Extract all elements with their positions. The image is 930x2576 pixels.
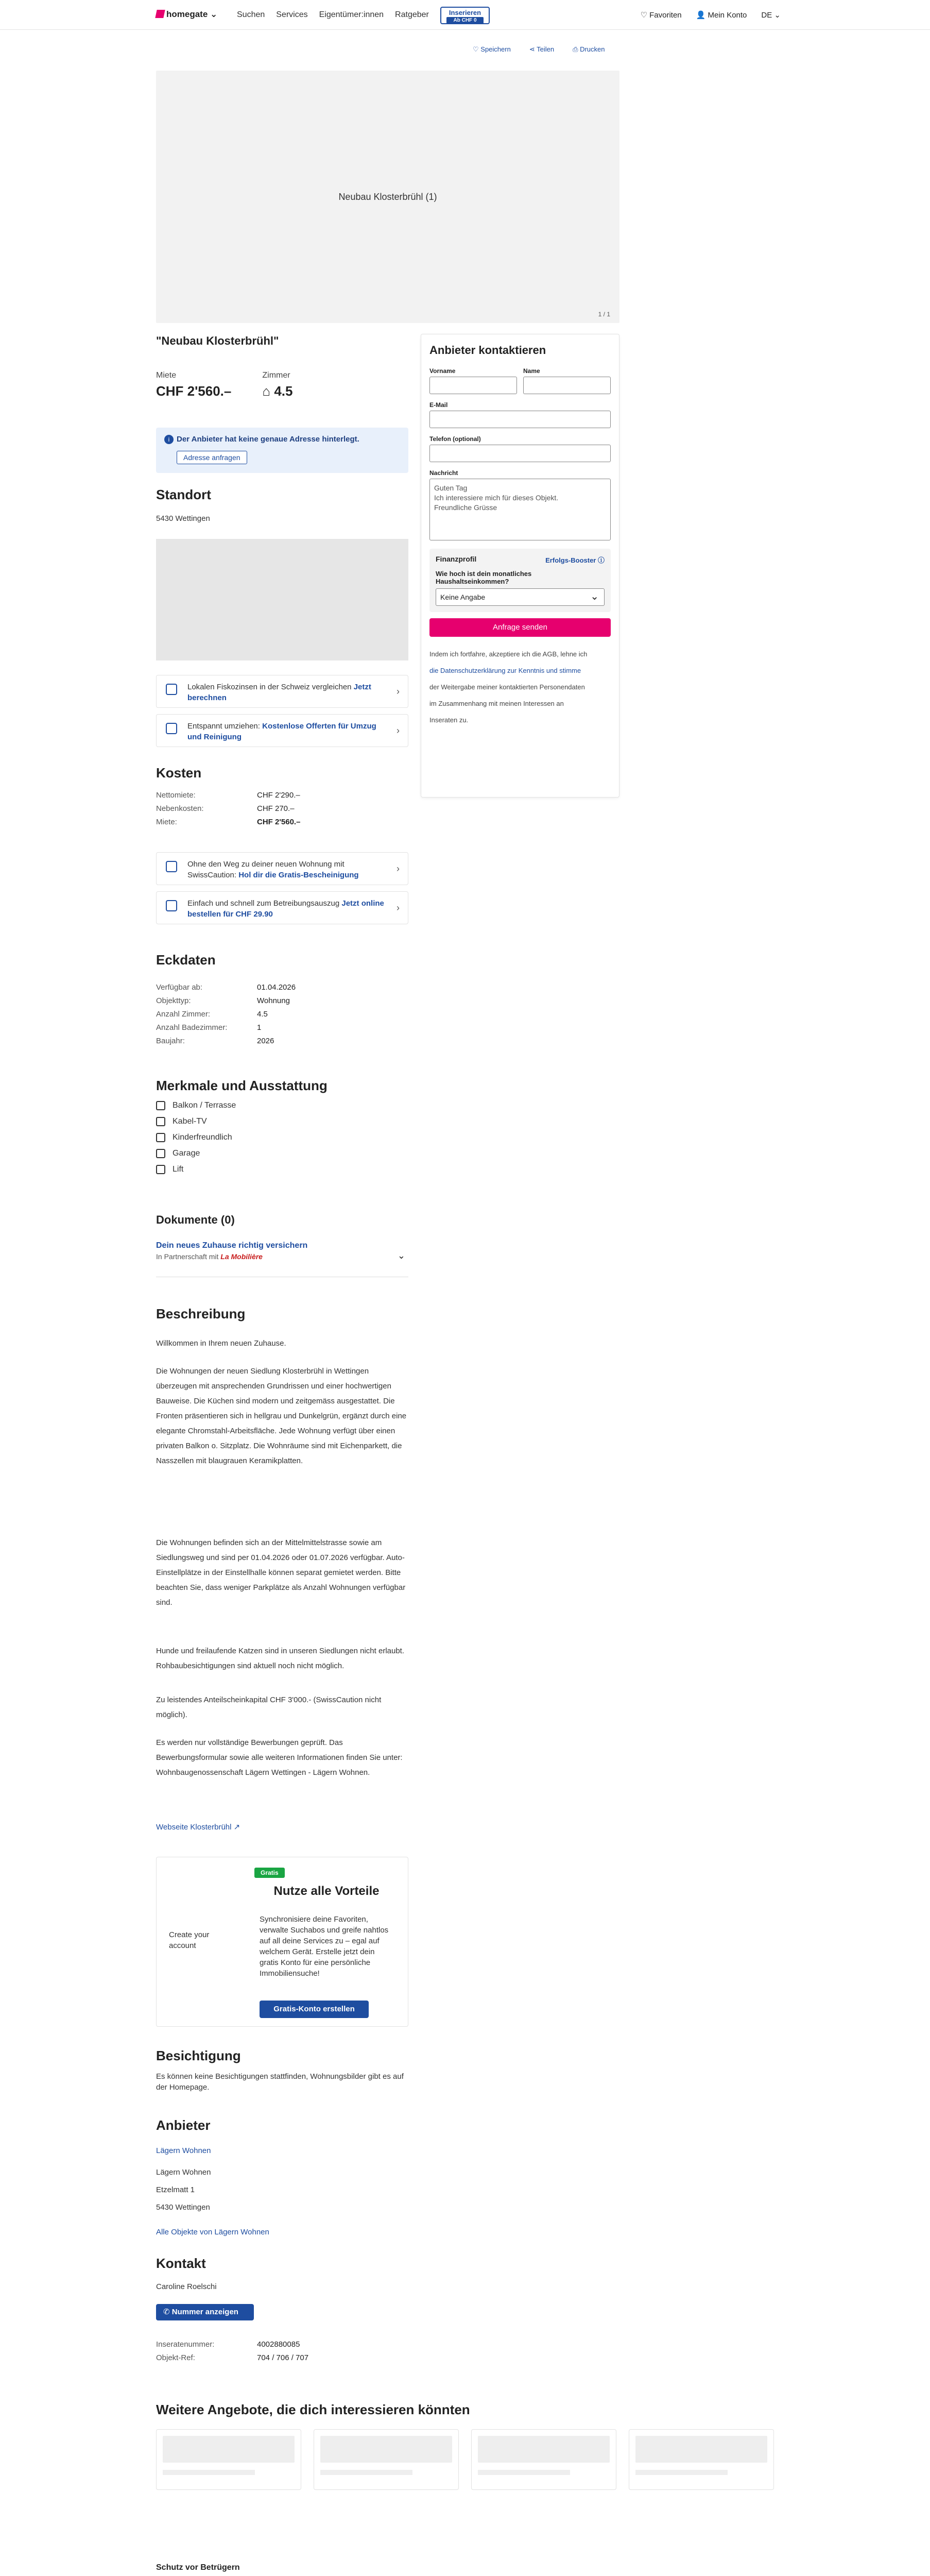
phone-input[interactable] (429, 445, 611, 462)
address-notice-text: Der Anbieter hat keine genaue Adresse hinterlegt. (177, 435, 359, 444)
chevron-right-icon: › (397, 863, 400, 874)
description-p3: Die Wohnungen befinden sich an der Mittelmittelstrasse sowie am Siedlungsweg und sind per 01.04.2026 oder 01.07.2026 verfügbar. Auto-Einstellplätze in der Einstellhalle können separat gemietet werden. Bitte beachten Sie, dass weniger Parkplätze als Anzahl Wohnungen verfügbar sind. (156, 1538, 406, 1607)
offer-card[interactable] (314, 2429, 459, 2490)
provider-address: Lägern Wohnen Etzelmatt 1 5430 Wettingen (156, 2168, 211, 2212)
rent-value: CHF 2'560.– (156, 383, 232, 399)
more-offers-heading: Weitere Angebote, die dich interessieren könnten (156, 2402, 470, 2417)
location-map[interactable] (156, 539, 408, 660)
tv-icon (156, 1117, 165, 1126)
send-request-button[interactable]: Anfrage senden (429, 618, 611, 637)
promo-desc: Synchronisiere deine Favoriten, verwalte Suchabos und greife nahtlos auf all deine Services zu – egal auf welchem Gerät. Erstelle jetzt dein gratis Konto für eine persönliche Immobiliensuche! (260, 1915, 389, 1978)
external-link-icon: ↗ (233, 1823, 240, 1832)
promo-title: Nutze alle Vorteile (273, 1884, 380, 1898)
contact-heading: Kontakt (156, 2256, 206, 2271)
gallery-caption: Neubau Klosterbrühl (1) (338, 192, 437, 202)
location-heading: Standort (156, 487, 211, 502)
income-select[interactable]: Keine Angabe ⌄ (436, 588, 605, 606)
description-p4: Hunde und freilaufende Katzen sind in unseren Siedlungen nicht erlaubt. Rohbaubesichtigungen sind aktuell noch nicht möglich. (156, 1647, 405, 1670)
visits-text: Es können keine Besichtigungen stattfinden, Wohnungsbilder gibt es auf der Homepage. (156, 2072, 404, 2092)
favorites-link[interactable]: ♡ Favoriten (640, 11, 682, 20)
document-icon (166, 900, 177, 911)
debt-card[interactable]: Einfach und schnell zum Betreibungsauszug Jetzt online bestellen für CHF 29.90 › (156, 891, 408, 924)
provider-name-link[interactable]: Lägern Wohnen (156, 2146, 211, 2155)
costs-heading: Kosten (156, 765, 202, 781)
listing-title: "Neubau Klosterbrühl" (156, 334, 279, 347)
key-icon (166, 861, 177, 872)
offer-card[interactable] (629, 2429, 774, 2490)
info-icon: i (164, 435, 174, 444)
nav-ratgeber[interactable]: Ratgeber (395, 10, 429, 19)
main-nav (237, 10, 429, 20)
contact-form: Anbieter kontaktieren Vorname Name E-Mail Telefon (optional) Nachricht Guten Tag Ich interessiere mich für dieses Objekt. Freundliche Grüsse Finanzprofil Erfolgs-Booster ⓘ Wie hoch ist dein monatliches Haushaltseinkommen? Keine Angabe ⌄ Anfrage senden Indem ich fortfahre, akzeptiere ich die AGB, lehne ich die Datenschutzerklärung zur Kenntnis und stimme der Weitergabe meiner kontaktierten Personendaten im Zusammenhang mit meinen Interessen an Inseraten zu. (421, 334, 619, 798)
child-icon (156, 1133, 165, 1142)
all-objects-link[interactable]: Alle Objekte von Lägern Wohnen (156, 2228, 269, 2236)
rooms-value: ⌂ 4.5 (262, 383, 293, 399)
website-link[interactable]: Webseite Klosterbrühl ↗ (156, 1823, 240, 1832)
top-header (0, 0, 930, 30)
facts-table: Verfügbar ab: 01.04.2026 Objekttyp: Wohnung Anzahl Zimmer: 4.5 Anzahl Badezimmer: 1 Baujahr: 2026 (156, 983, 296, 1045)
gallery-counter: 1 / 1 (598, 311, 610, 318)
message-textarea[interactable]: Guten Tag Ich interessiere mich für dieses Objekt. Freundliche Grüsse (429, 479, 611, 540)
rooms-label: Zimmer (262, 371, 290, 380)
account-promo (156, 1857, 408, 2027)
save-button[interactable]: ♡ Speichern (473, 45, 511, 53)
email-input[interactable] (429, 411, 611, 428)
chevron-right-icon: › (397, 903, 400, 913)
garage-icon (156, 1149, 165, 1158)
show-number-button[interactable]: ✆ Nummer anzeigen (156, 2304, 254, 2320)
fraud-protection: Schutz vor Betrügern (156, 2563, 240, 2572)
contact-person: Caroline Roelschi (156, 2282, 217, 2291)
finance-profile: Finanzprofil Erfolgs-Booster ⓘ Wie hoch ist dein monatliches Haushaltseinkommen? Keine Angabe ⌄ (429, 549, 611, 612)
listing-actions (473, 45, 605, 54)
description-p6: Es werden nur vollständige Bewerbungen geprüft. Das Bewerbungsformular sowie alle weiteren Informationen finden Sie unter: Wohnbaugenossenschaft Lägern Wettingen - Lägern Wohnen. (156, 1738, 403, 1777)
partner-logo: La Mobilière (220, 1252, 263, 1261)
language-switch[interactable]: DE ⌄ (761, 11, 781, 20)
nav-suchen[interactable]: Suchen (237, 10, 265, 19)
rooms-icon: ⌂ (262, 383, 271, 399)
inserieren-button[interactable]: Inserieren Ab CHF 0 (440, 7, 490, 24)
inserieren-price-badge: Ab CHF 0 (446, 17, 484, 24)
booster-link[interactable]: Erfolgs-Booster ⓘ (545, 556, 605, 564)
header-right (641, 10, 781, 20)
last-name-input[interactable] (523, 377, 611, 394)
balcony-icon (156, 1101, 165, 1110)
contact-table: Inseratenummer: 4002880085 Objekt-Ref: 704 / 706 / 707 (156, 2340, 309, 2362)
description-heading: Beschreibung (156, 1306, 246, 1321)
legal-text: Indem ich fortfahre, akzeptiere ich die AGB, lehne ich die Datenschutzerklärung zur Kenntnis und stimme der Weitergabe meiner kontaktierten Personendaten im Zusammenhang mit meinen Interessen an Inseraten zu. (429, 650, 588, 724)
description-p2: Die Wohnungen der neuen Siedlung Klosterbrühl in Wettingen überzeugen mit ansprechenden Grundrissen und einer hochwertigen Bauweise. Die Küchen sind modern und zeitgemäss ausgestattet. Die Fronten präsentieren sich in hellgrau und Dunkelgrün, ergänzt durch eine elegante Chromstahl-Arbeitsfläche. Jede Wohnung verfügt über einen privaten Balkon o. Sitzplatz. Die Wohnräume sind mit Eichenparkett, die Nasszellen mit blaugrauen Keramikplatten. (156, 1367, 407, 1465)
homegate-logo[interactable]: homegate ⌄ (156, 9, 217, 20)
features-list: Balkon / Terrasse Kabel-TV Kinderfreundlich Garage Lift (156, 1097, 236, 1177)
offer-card[interactable] (156, 2429, 301, 2490)
provider-heading: Anbieter (156, 2117, 211, 2133)
description-p1: Willkommen in Ihrem neuen Zuhause. (156, 1339, 286, 1348)
print-button[interactable]: ⎙ Drucken (573, 45, 605, 53)
facts-heading: Eckdaten (156, 952, 216, 968)
image-gallery[interactable] (156, 71, 619, 323)
truck-icon (166, 723, 177, 734)
insurance-accordion[interactable]: Dein neues Zuhause richtig versichern In Partnerschaft mit La Mobilière ⌄ (156, 1241, 408, 1277)
first-name-input[interactable] (429, 377, 517, 394)
location-city: 5430 Wettingen (156, 514, 210, 523)
description-p5: Zu leistendes Anteilscheinkapital CHF 3'000.- (SwissCaution nicht möglich). (156, 1696, 382, 1719)
offer-card[interactable] (471, 2429, 616, 2490)
lift-icon (156, 1165, 165, 1174)
request-address-button[interactable]: Adresse anfragen (177, 451, 247, 464)
tax-card[interactable]: Lokalen Fiskozinsen in der Schweiz vergleichen Jetzt berechnen › (156, 675, 408, 708)
chevron-down-icon: ⌄ (397, 1250, 405, 1261)
promo-left-text: Create your account (169, 1930, 210, 1950)
create-account-button[interactable]: Gratis-Konto erstellen (260, 2001, 369, 2018)
account-link[interactable]: 👤 Mein Konto (696, 11, 747, 20)
caution-card[interactable]: Ohne den Weg zu deiner neuen Wohnung mit SwissCaution: Hol dir die Gratis-Bescheinigung › (156, 852, 408, 885)
contact-form-heading: Anbieter kontaktieren (429, 344, 546, 357)
nav-eigentuemer[interactable]: Eigentümer:innen (319, 10, 384, 19)
costs-table: Nettomiete: CHF 2'290.– Nebenkosten: CHF 270.– Miete: CHF 2'560.– (156, 791, 301, 826)
address-notice (156, 428, 408, 473)
rent-label: Miete (156, 371, 177, 380)
chevron-right-icon: › (397, 686, 400, 697)
visits-heading: Besichtigung (156, 2048, 241, 2063)
calculator-icon (166, 684, 177, 695)
nav-services[interactable]: Services (276, 10, 308, 19)
chevron-right-icon: › (397, 725, 400, 736)
logo-mark-icon (155, 10, 165, 18)
listing-summary (156, 334, 408, 399)
features-heading: Merkmale und Ausstattung (156, 1078, 328, 1093)
gratis-badge: Gratis (254, 1868, 285, 1878)
moving-card[interactable]: Entspannt umziehen: Kostenlose Offerten für Umzug und Reinigung › (156, 714, 408, 747)
documents-heading: Dokumente (0) (156, 1213, 235, 1226)
share-button[interactable]: ⋖ Teilen (529, 45, 555, 53)
